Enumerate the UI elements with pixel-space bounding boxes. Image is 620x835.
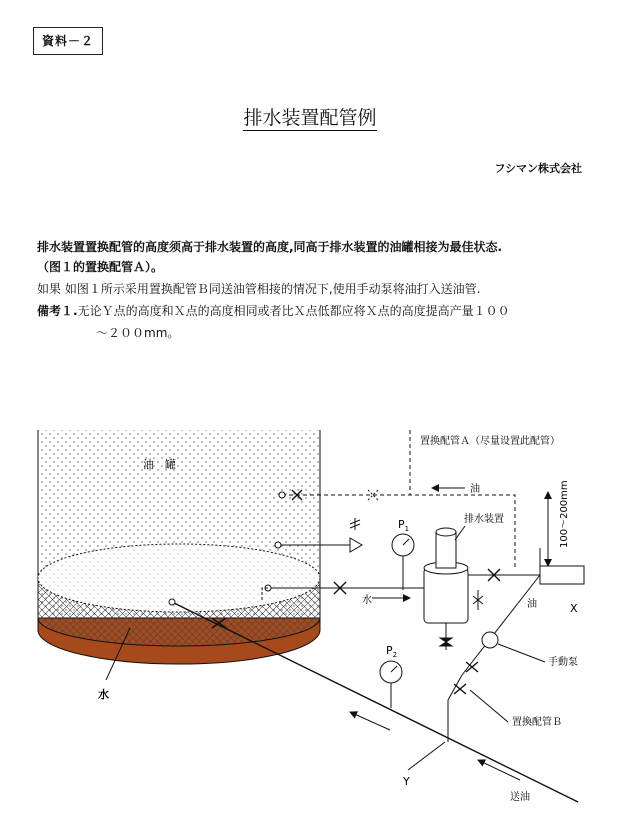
piping-diagram [0, 400, 620, 835]
x-label: X [570, 602, 578, 615]
hand-pump-leader [498, 644, 545, 662]
page-title-text: 排水装置配管例 [243, 107, 377, 129]
body-line-3: 如果 如图１所示采用置换配管Ｂ同送油管相接的情况下,使用手动泵将油打入送油管. [37, 282, 481, 296]
company-name: フシマン株式会社 [494, 162, 582, 175]
note-continuation: ～２００mm。 [96, 326, 180, 340]
drain-device-label: 排水装置 [464, 514, 504, 525]
water-arrow-label: 水 [362, 595, 372, 606]
note-text: 无论Ｙ点的高度和Ｘ点的高度相同或者比Ｘ点低都应将Ｘ点的高度提高产量１００ [77, 304, 510, 318]
drain-device [424, 528, 468, 650]
tank-label: 油 罐 [143, 458, 176, 471]
p1-label: $P_1$ [398, 518, 410, 533]
oil-label-side: 油 [527, 599, 537, 610]
document-tag: 資料－２ [33, 27, 103, 55]
water-label: 水 [98, 688, 109, 701]
pressure-gauge-p1 [392, 534, 414, 590]
pipe-b-label: 置換配管Ｂ [512, 717, 562, 728]
hand-pump-label: 手動泵 [548, 657, 578, 668]
oil-label-top: 油 [470, 484, 480, 495]
body-line-1: 排水装置置换配管的高度须高于排水装置的高度,同高于排水装置的油罐相接为最佳状态. [37, 240, 503, 254]
page-title [0, 103, 620, 130]
note-line [37, 301, 597, 321]
height-label: 100～200mm [559, 480, 570, 548]
pressure-gauge-p2 [380, 661, 402, 708]
note-label: 備考１. [37, 304, 78, 318]
feed-label: 送油 [510, 792, 530, 803]
pipe-a-label: 置换配管Ａ（尽量设置此配管） [420, 436, 560, 447]
y-label: Y [403, 775, 410, 788]
pipe-b-leader [470, 690, 508, 722]
p2-label: $P_2$ [386, 644, 398, 659]
y-leader [408, 742, 445, 770]
body-line-2: （图１的置换配管Ａ）。 [37, 260, 164, 274]
